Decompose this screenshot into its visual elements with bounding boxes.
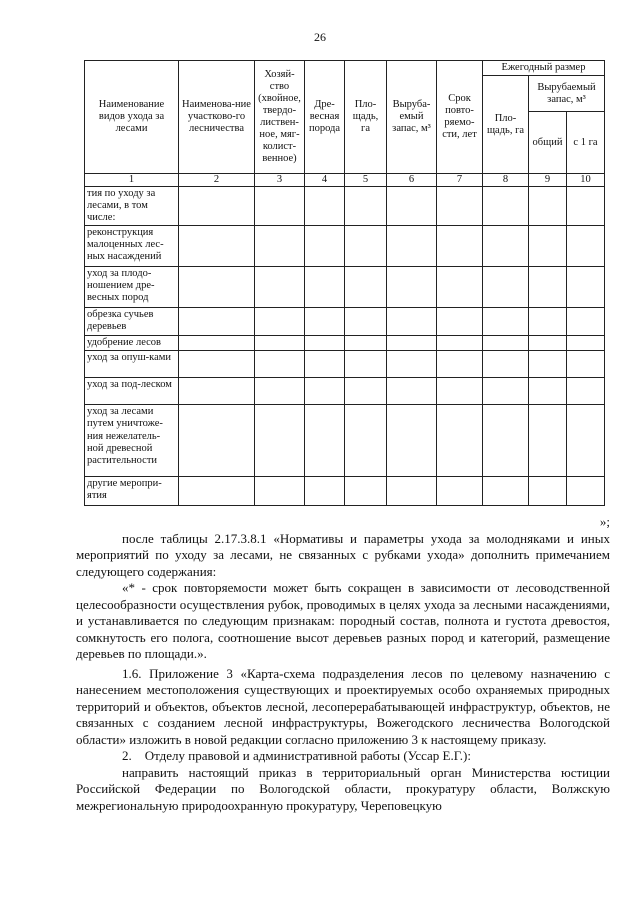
paragraph-legal-department: 2. Отделу правовой и административной работы (Уссар Е.Г.):: [122, 748, 471, 763]
row-label: уход за плодо-ношением дре-весных пород: [85, 267, 179, 308]
row-label: уход за опуш-ками: [85, 351, 179, 378]
row-label: другие меропри-ятия: [85, 477, 179, 506]
column-number: 10: [567, 174, 605, 187]
column-numbers-row: [85, 174, 605, 187]
row-label: тия по уходу за лесами, в том числе:: [85, 187, 179, 226]
row-label: уход за лесами путем уничтоже-ния нежелатель-ной древесной растительности: [85, 405, 179, 477]
closing-quote: »;: [599, 514, 610, 529]
table-row: [85, 378, 605, 405]
header-care-type: Наименование видов ухода за лесами: [85, 61, 179, 174]
column-number: 5: [345, 174, 387, 187]
header-annual-total: общий: [529, 112, 567, 174]
column-number: 4: [305, 174, 345, 187]
paragraph-send-order: направить настоящий приказ в территориальный орган Министерства юстиции Российской Федерации по Вологодской области, прокуратуру области, Волжскую межрегиональную природоохранную прокуратуру, Череповецкую: [76, 764, 610, 813]
header-economy: Хозяй-ство (хвойное, твердо-листвен-ное, мяг-колист-венное): [255, 61, 305, 174]
column-number: 7: [437, 174, 483, 187]
table-row: [85, 226, 605, 267]
header-tree-species: Дре-весная порода: [305, 61, 345, 174]
table-row: [85, 267, 605, 308]
row-label: уход за под-леском: [85, 378, 179, 405]
row-label: удобрение лесов: [85, 336, 179, 351]
table-row: [85, 336, 605, 351]
table-row: [85, 405, 605, 477]
table-row: [85, 187, 605, 226]
row-label: реконструкция малоценных лес-ных насаждений: [85, 226, 179, 267]
row-label: обрезка сучьев деревьев: [85, 308, 179, 336]
page-number: 26: [314, 30, 326, 44]
forest-care-table: [84, 60, 605, 506]
body-text: [76, 514, 610, 814]
column-number: 2: [179, 174, 255, 187]
table-row: [85, 308, 605, 336]
paragraph-appendix-3: 1.6. Приложение 3 «Карта-схема подразделения лесов по целевому назначению с нанесением местоположения существующих и проектируемых особо охраняемых природных территорий и объектов, объектов лесной, лесоперерабатывающей инфраструктур, объектов, не связанных с созданием лесной инфраструктуры, Вожегодского лесничества Вологодской области» изложить в новой редакции согласно приложению 3 к настоящему приказу.: [76, 665, 610, 747]
header-repeat-period: Срок повто-ряемо-сти, лет: [437, 61, 483, 174]
header-annual-size: Ежегодный размер: [483, 61, 605, 76]
paragraph-table-note: после таблицы 2.17.3.8.1 «Нормативы и параметры ухода за молодняками и иных мероприятий по уходу за лесами, не связанных с рубками ухода» дополнить примечанием следующего содержания:: [76, 530, 610, 579]
column-number: 6: [387, 174, 437, 187]
header-annual-stock: Вырубаемый запас, м³: [529, 76, 605, 112]
header-forestry-district: Наименова-ние участково-го лесничества: [179, 61, 255, 174]
header-harvested-stock: Выруба-емый запас, м³: [387, 61, 437, 174]
paragraph-footnote: «* - срок повторяемости может быть сокращен в зависимости от лесоводственной целесообразности осуществления рубок, проводимых в целях ухода за лесными насаждениями, и устанавливается по следующим признакам: породный состав, полнота и густота древостоя, сомкнутость его полога, соотношение высот деревьев разных пород и категорий, размещение деревьев по площади.».: [76, 580, 610, 661]
table-row: [85, 477, 605, 506]
column-number: 9: [529, 174, 567, 187]
column-number: 8: [483, 174, 529, 187]
column-number: 3: [255, 174, 305, 187]
column-number: 1: [85, 174, 179, 187]
header-area: Пло-щадь, га: [345, 61, 387, 174]
header-annual-per-ha: с 1 га: [567, 112, 605, 174]
header-annual-area: Пло-щадь, га: [483, 76, 529, 174]
table-row: [85, 351, 605, 378]
